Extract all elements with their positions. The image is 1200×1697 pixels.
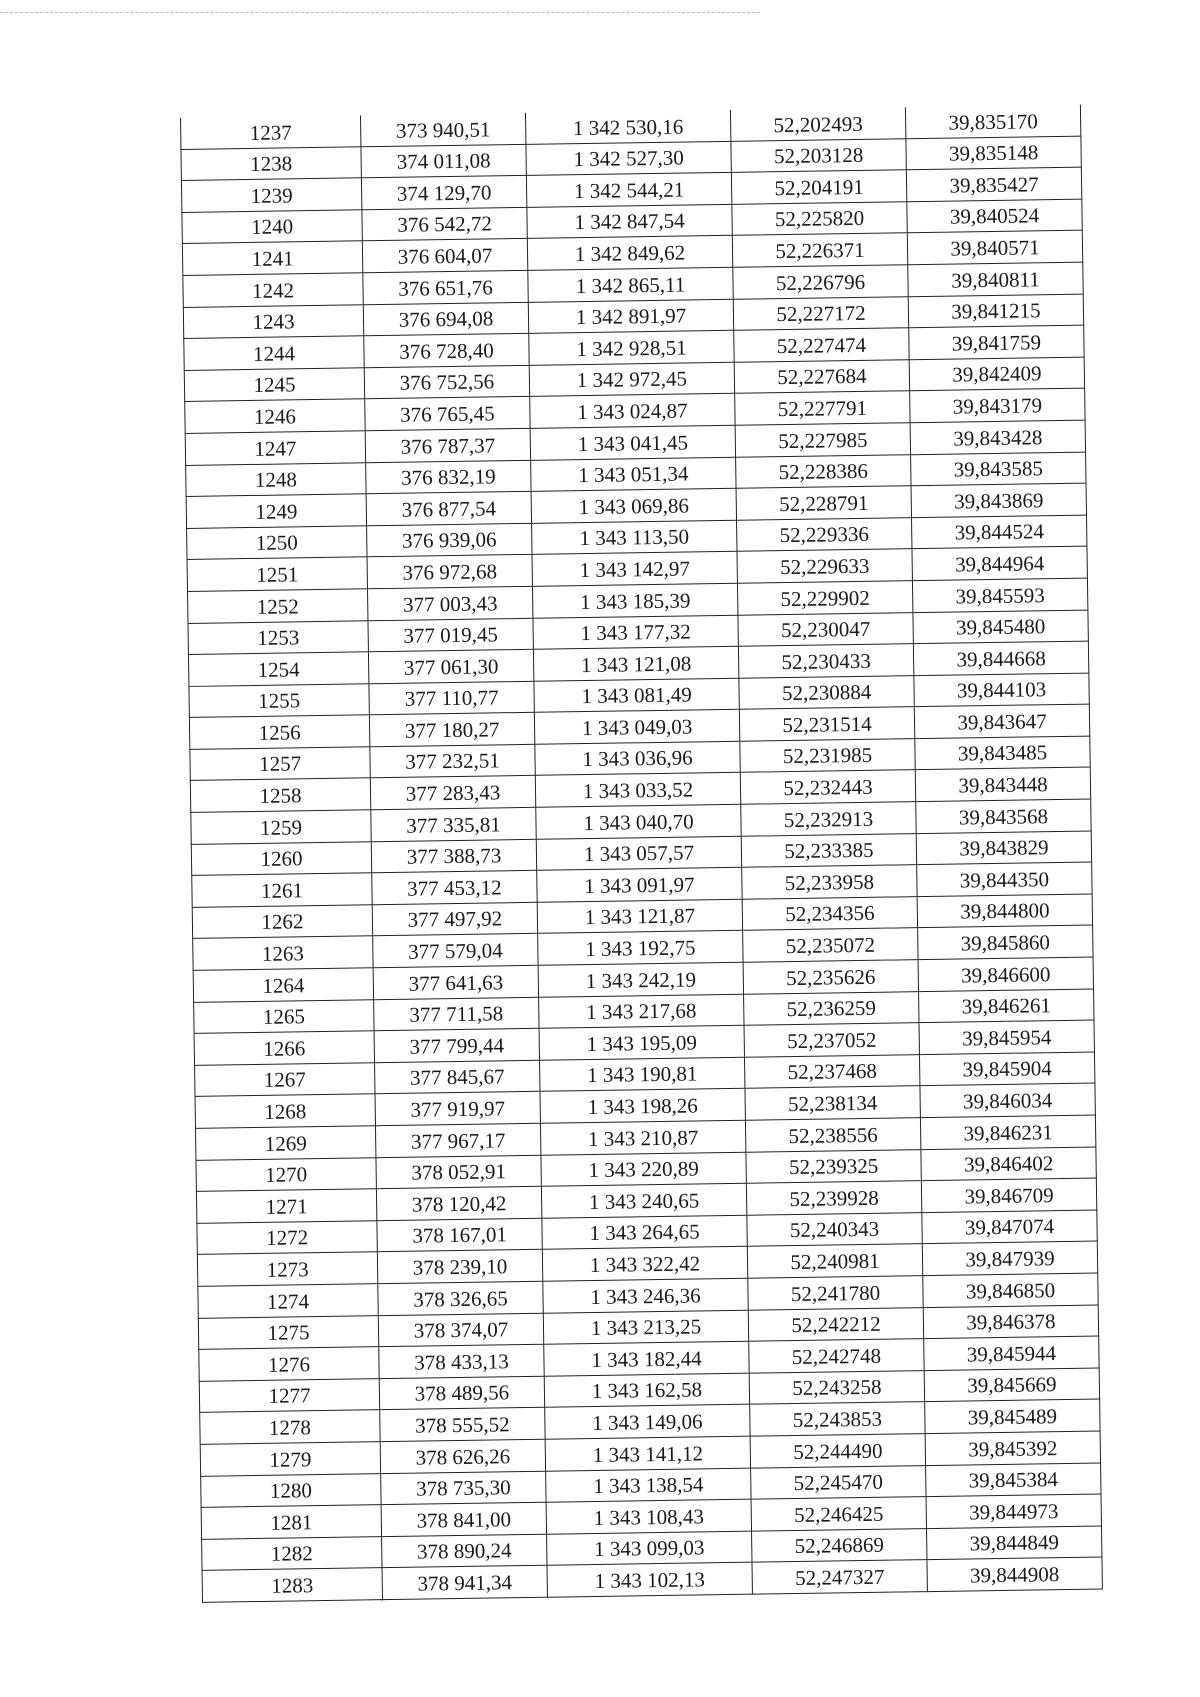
longitude-cell: 39,846850	[923, 1273, 1098, 1307]
latitude-cell: 52,229902	[737, 581, 912, 615]
y-coordinate-cell: 1 343 024,87	[530, 394, 735, 429]
longitude-cell: 39,835170	[905, 105, 1080, 139]
point-number-cell: 1261	[192, 873, 372, 907]
point-number-cell: 1251	[187, 557, 367, 591]
latitude-cell: 52,242748	[749, 1339, 924, 1373]
longitude-cell: 39,847939	[922, 1241, 1097, 1275]
longitude-cell: 39,843647	[914, 704, 1089, 738]
point-number-cell: 1279	[200, 1442, 380, 1476]
longitude-cell: 39,846709	[921, 1178, 1096, 1212]
longitude-cell: 39,845669	[924, 1368, 1099, 1402]
x-coordinate-cell: 378 167,01	[377, 1218, 542, 1252]
point-number-cell: 1246	[185, 399, 365, 433]
latitude-cell: 52,243258	[749, 1370, 924, 1404]
point-number-cell: 1259	[191, 810, 371, 844]
latitude-cell: 52,225820	[732, 202, 907, 236]
point-number-cell: 1257	[190, 747, 370, 781]
longitude-cell: 39,845860	[918, 925, 1093, 959]
document-page	[180, 105, 1102, 1603]
longitude-cell: 39,845384	[926, 1463, 1101, 1497]
latitude-cell: 52,202493	[730, 107, 905, 141]
point-number-cell: 1272	[197, 1220, 377, 1254]
y-coordinate-cell: 1 343 040,70	[536, 804, 741, 839]
y-coordinate-cell: 1 343 081,49	[534, 678, 739, 713]
latitude-cell: 52,236259	[744, 991, 919, 1025]
point-number-cell: 1269	[195, 1126, 375, 1160]
point-number-cell: 1266	[194, 1031, 374, 1065]
y-coordinate-cell: 1 342 849,62	[527, 236, 732, 271]
x-coordinate-cell: 374 129,70	[361, 176, 526, 210]
y-coordinate-cell: 1 343 242,19	[538, 962, 743, 997]
latitude-cell: 52,227172	[733, 296, 908, 330]
longitude-cell: 39,846600	[918, 957, 1093, 991]
point-number-cell: 1283	[202, 1568, 382, 1602]
latitude-cell: 52,231514	[739, 707, 914, 741]
longitude-cell: 39,835148	[906, 136, 1081, 170]
x-coordinate-cell: 376 877,54	[366, 491, 531, 525]
longitude-cell: 39,840811	[908, 262, 1083, 296]
x-coordinate-cell: 377 061,30	[368, 649, 533, 683]
x-coordinate-cell: 378 374,07	[378, 1313, 543, 1347]
point-number-cell: 1273	[197, 1252, 377, 1286]
y-coordinate-cell: 1 343 141,12	[545, 1436, 750, 1471]
point-number-cell: 1248	[186, 462, 366, 496]
x-coordinate-cell: 377 003,43	[368, 586, 533, 620]
y-coordinate-cell: 1 342 847,54	[527, 204, 732, 239]
y-coordinate-cell: 1 343 182,44	[544, 1341, 749, 1376]
x-coordinate-cell: 376 542,72	[362, 207, 527, 241]
latitude-cell: 52,245470	[751, 1465, 926, 1499]
point-number-cell: 1268	[195, 1094, 375, 1128]
point-number-cell: 1276	[199, 1347, 379, 1381]
point-number-cell: 1254	[188, 652, 368, 686]
x-coordinate-cell: 377 110,77	[369, 681, 534, 715]
x-coordinate-cell: 377 711,58	[374, 997, 539, 1031]
x-coordinate-cell: 376 651,76	[363, 270, 528, 304]
latitude-cell: 52,239325	[746, 1149, 921, 1183]
latitude-cell: 52,230047	[738, 612, 913, 646]
x-coordinate-cell: 378 489,56	[379, 1376, 544, 1410]
latitude-cell: 52,240981	[747, 1244, 922, 1278]
latitude-cell: 52,246425	[751, 1497, 926, 1531]
point-number-cell: 1252	[188, 589, 368, 623]
x-coordinate-cell: 376 694,08	[363, 302, 528, 336]
longitude-cell: 39,844103	[914, 673, 1089, 707]
x-coordinate-cell: 376 939,06	[367, 523, 532, 557]
latitude-cell: 52,231985	[740, 739, 915, 773]
y-coordinate-cell: 1 343 195,09	[539, 1025, 744, 1060]
y-coordinate-cell: 1 343 033,52	[535, 773, 740, 808]
longitude-cell: 39,841759	[909, 325, 1084, 359]
point-number-cell: 1247	[185, 431, 365, 465]
longitude-cell: 39,843829	[916, 831, 1091, 865]
longitude-cell: 39,845944	[924, 1336, 1099, 1370]
point-number-cell: 1260	[191, 841, 371, 875]
point-number-cell: 1242	[183, 273, 363, 307]
latitude-cell: 52,243853	[750, 1402, 925, 1436]
x-coordinate-cell: 378 239,10	[377, 1250, 542, 1284]
latitude-cell: 52,244490	[750, 1434, 925, 1468]
point-number-cell: 1281	[201, 1505, 381, 1539]
x-coordinate-cell: 376 787,37	[365, 428, 530, 462]
latitude-cell: 52,239928	[746, 1181, 921, 1215]
longitude-cell: 39,844668	[913, 641, 1088, 675]
longitude-cell: 39,844350	[917, 862, 1092, 896]
x-coordinate-cell: 378 433,13	[379, 1344, 544, 1378]
y-coordinate-cell: 1 343 246,36	[543, 1278, 748, 1313]
latitude-cell: 52,203128	[731, 138, 906, 172]
y-coordinate-cell: 1 343 162,58	[544, 1373, 749, 1408]
latitude-cell: 52,234356	[742, 896, 917, 930]
x-coordinate-cell: 377 388,73	[371, 839, 536, 873]
longitude-cell: 39,845489	[925, 1399, 1100, 1433]
longitude-cell: 39,845480	[913, 610, 1088, 644]
latitude-cell: 52,233385	[741, 833, 916, 867]
x-coordinate-cell: 377 845,67	[375, 1060, 540, 1094]
x-coordinate-cell: 378 890,24	[382, 1534, 547, 1568]
y-coordinate-cell: 1 343 220,89	[541, 1152, 746, 1187]
y-coordinate-cell: 1 343 041,45	[530, 425, 735, 460]
latitude-cell: 52,229633	[737, 549, 912, 583]
y-coordinate-cell: 1 343 121,87	[537, 899, 742, 934]
y-coordinate-cell: 1 342 527,30	[526, 141, 731, 176]
x-coordinate-cell: 376 972,68	[367, 555, 532, 589]
longitude-cell: 39,844524	[912, 515, 1087, 549]
latitude-cell: 52,227791	[735, 391, 910, 425]
y-coordinate-cell: 1 343 069,86	[531, 488, 736, 523]
coordinates-table-body	[180, 105, 1102, 1603]
y-coordinate-cell: 1 342 544,21	[526, 173, 731, 208]
x-coordinate-cell: 377 232,51	[370, 744, 535, 778]
longitude-cell: 39,844849	[927, 1526, 1102, 1560]
longitude-cell: 39,843485	[915, 736, 1090, 770]
latitude-cell: 52,227985	[735, 423, 910, 457]
latitude-cell: 52,240343	[747, 1212, 922, 1246]
y-coordinate-cell: 1 343 102,13	[547, 1562, 752, 1597]
y-coordinate-cell: 1 342 891,97	[528, 299, 733, 334]
x-coordinate-cell: 378 626,26	[380, 1439, 545, 1473]
coordinates-table	[180, 105, 1103, 1603]
y-coordinate-cell: 1 343 108,43	[546, 1499, 751, 1534]
longitude-cell: 39,843179	[910, 388, 1085, 422]
point-number-cell: 1244	[184, 336, 364, 370]
point-number-cell: 1265	[194, 999, 374, 1033]
y-coordinate-cell: 1 343 185,39	[532, 583, 737, 618]
x-coordinate-cell: 376 728,40	[364, 334, 529, 368]
x-coordinate-cell: 376 765,45	[365, 397, 530, 431]
x-coordinate-cell: 377 335,81	[371, 807, 536, 841]
x-coordinate-cell: 377 799,44	[374, 1028, 539, 1062]
x-coordinate-cell: 376 752,56	[364, 365, 529, 399]
latitude-cell: 52,232443	[740, 770, 915, 804]
point-number-cell: 1249	[186, 494, 366, 528]
y-coordinate-cell: 1 343 177,32	[533, 615, 738, 650]
y-coordinate-cell: 1 343 149,06	[545, 1405, 750, 1440]
x-coordinate-cell: 377 497,92	[372, 902, 537, 936]
point-number-cell: 1238	[181, 146, 361, 180]
longitude-cell: 39,844908	[927, 1557, 1102, 1591]
x-coordinate-cell: 377 283,43	[370, 776, 535, 810]
longitude-cell: 39,845392	[925, 1431, 1100, 1465]
longitude-cell: 39,843568	[916, 799, 1091, 833]
y-coordinate-cell: 1 343 210,87	[540, 1120, 745, 1155]
latitude-cell: 52,233958	[742, 865, 917, 899]
x-coordinate-cell: 373 940,51	[360, 113, 525, 147]
latitude-cell: 52,226796	[733, 265, 908, 299]
x-coordinate-cell: 377 019,45	[368, 618, 533, 652]
x-coordinate-cell: 378 735,30	[381, 1471, 546, 1505]
point-number-cell: 1262	[192, 905, 372, 939]
latitude-cell: 52,228386	[736, 454, 911, 488]
x-coordinate-cell: 377 919,97	[375, 1092, 540, 1126]
longitude-cell: 39,835427	[906, 167, 1081, 201]
longitude-cell: 39,844800	[917, 894, 1092, 928]
latitude-cell: 52,246869	[752, 1528, 927, 1562]
longitude-cell: 39,845954	[919, 1020, 1094, 1054]
point-number-cell: 1239	[181, 178, 361, 212]
point-number-cell: 1270	[196, 1157, 376, 1191]
latitude-cell: 52,237052	[744, 1023, 919, 1057]
x-coordinate-cell: 377 967,17	[375, 1123, 540, 1157]
x-coordinate-cell: 378 326,65	[378, 1281, 543, 1315]
longitude-cell: 39,846034	[920, 1083, 1095, 1117]
point-number-cell: 1271	[196, 1189, 376, 1223]
x-coordinate-cell: 377 453,12	[372, 871, 537, 905]
y-coordinate-cell: 1 343 051,34	[531, 457, 736, 492]
y-coordinate-cell: 1 343 121,08	[533, 646, 738, 681]
x-coordinate-cell: 378 052,91	[376, 1155, 541, 1189]
point-number-cell: 1255	[189, 683, 369, 717]
x-coordinate-cell: 378 841,00	[381, 1502, 546, 1536]
longitude-cell: 39,844973	[926, 1494, 1101, 1528]
longitude-cell: 39,846261	[919, 989, 1094, 1023]
longitude-cell: 39,844964	[912, 546, 1087, 580]
latitude-cell: 52,227684	[734, 359, 909, 393]
latitude-cell: 52,227474	[734, 328, 909, 362]
x-coordinate-cell: 378 941,34	[382, 1566, 547, 1600]
latitude-cell: 52,228791	[736, 486, 911, 520]
point-number-cell: 1256	[189, 715, 369, 749]
point-number-cell: 1264	[193, 968, 373, 1002]
latitude-cell: 52,204191	[731, 170, 906, 204]
x-coordinate-cell: 376 832,19	[366, 460, 531, 494]
y-coordinate-cell: 1 343 138,54	[546, 1468, 751, 1503]
y-coordinate-cell: 1 342 972,45	[529, 362, 734, 397]
x-coordinate-cell: 378 120,42	[376, 1186, 541, 1220]
latitude-cell: 52,230884	[739, 675, 914, 709]
longitude-cell: 39,843585	[911, 452, 1086, 486]
latitude-cell: 52,230433	[738, 644, 913, 678]
scan-artifact-line	[0, 12, 760, 13]
x-coordinate-cell: 378 555,52	[380, 1408, 545, 1442]
longitude-cell: 39,843448	[915, 768, 1090, 802]
y-coordinate-cell: 1 343 036,96	[535, 741, 740, 776]
y-coordinate-cell: 1 343 192,75	[538, 931, 743, 966]
point-number-cell: 1245	[184, 368, 364, 402]
point-number-cell: 1277	[199, 1378, 379, 1412]
y-coordinate-cell: 1 343 142,97	[532, 552, 737, 587]
y-coordinate-cell: 1 343 217,68	[539, 994, 744, 1029]
x-coordinate-cell: 377 180,27	[369, 713, 534, 747]
y-coordinate-cell: 1 342 530,16	[525, 110, 730, 144]
longitude-cell: 39,843869	[911, 483, 1086, 517]
y-coordinate-cell: 1 343 213,25	[543, 1310, 748, 1345]
x-coordinate-cell: 374 011,08	[361, 144, 526, 178]
x-coordinate-cell: 377 579,04	[373, 934, 538, 968]
point-number-cell: 1258	[190, 778, 370, 812]
point-number-cell: 1243	[183, 304, 363, 338]
y-coordinate-cell: 1 343 113,50	[532, 520, 737, 555]
latitude-cell: 52,238556	[745, 1118, 920, 1152]
point-number-cell: 1241	[182, 241, 362, 275]
point-number-cell: 1282	[202, 1536, 382, 1570]
latitude-cell: 52,235626	[743, 960, 918, 994]
longitude-cell: 39,842409	[909, 357, 1084, 391]
latitude-cell: 52,241780	[748, 1276, 923, 1310]
latitude-cell: 52,229336	[737, 517, 912, 551]
y-coordinate-cell: 1 343 240,65	[541, 1183, 746, 1218]
longitude-cell: 39,846231	[920, 1115, 1095, 1149]
longitude-cell: 39,845904	[919, 1052, 1094, 1086]
y-coordinate-cell: 1 343 099,03	[547, 1531, 752, 1566]
point-number-cell: 1253	[188, 620, 368, 654]
point-number-cell: 1278	[200, 1410, 380, 1444]
y-coordinate-cell: 1 343 049,03	[534, 710, 739, 745]
y-coordinate-cell: 1 343 264,65	[542, 1215, 747, 1250]
x-coordinate-cell: 376 604,07	[362, 239, 527, 273]
latitude-cell: 52,237468	[744, 1054, 919, 1088]
longitude-cell: 39,843428	[910, 420, 1085, 454]
latitude-cell: 52,247327	[752, 1560, 927, 1594]
point-number-cell: 1274	[198, 1284, 378, 1318]
point-number-cell: 1263	[193, 936, 373, 970]
point-number-cell: 1280	[201, 1473, 381, 1507]
point-number-cell: 1250	[187, 525, 367, 559]
point-number-cell: 1267	[195, 1063, 375, 1097]
y-coordinate-cell: 1 343 190,81	[540, 1057, 745, 1092]
longitude-cell: 39,840571	[907, 231, 1082, 265]
point-number-cell: 1275	[198, 1315, 378, 1349]
longitude-cell: 39,845593	[912, 578, 1087, 612]
latitude-cell: 52,235072	[743, 928, 918, 962]
longitude-cell: 39,841215	[908, 294, 1083, 328]
longitude-cell: 39,840524	[907, 199, 1082, 233]
y-coordinate-cell: 1 343 198,26	[540, 1089, 745, 1124]
latitude-cell: 52,242212	[748, 1307, 923, 1341]
y-coordinate-cell: 1 343 091,97	[537, 868, 742, 903]
longitude-cell: 39,847074	[922, 1210, 1097, 1244]
point-number-cell: 1237	[180, 115, 360, 149]
latitude-cell: 52,226371	[732, 233, 907, 267]
y-coordinate-cell: 1 342 928,51	[529, 330, 734, 365]
longitude-cell: 39,846378	[923, 1305, 1098, 1339]
x-coordinate-cell: 377 641,63	[373, 965, 538, 999]
y-coordinate-cell: 1 343 322,42	[542, 1247, 747, 1282]
y-coordinate-cell: 1 342 865,11	[528, 267, 733, 302]
latitude-cell: 52,232913	[741, 802, 916, 836]
latitude-cell: 52,238134	[745, 1086, 920, 1120]
point-number-cell: 1240	[182, 210, 362, 244]
y-coordinate-cell: 1 343 057,57	[536, 836, 741, 871]
longitude-cell: 39,846402	[921, 1147, 1096, 1181]
